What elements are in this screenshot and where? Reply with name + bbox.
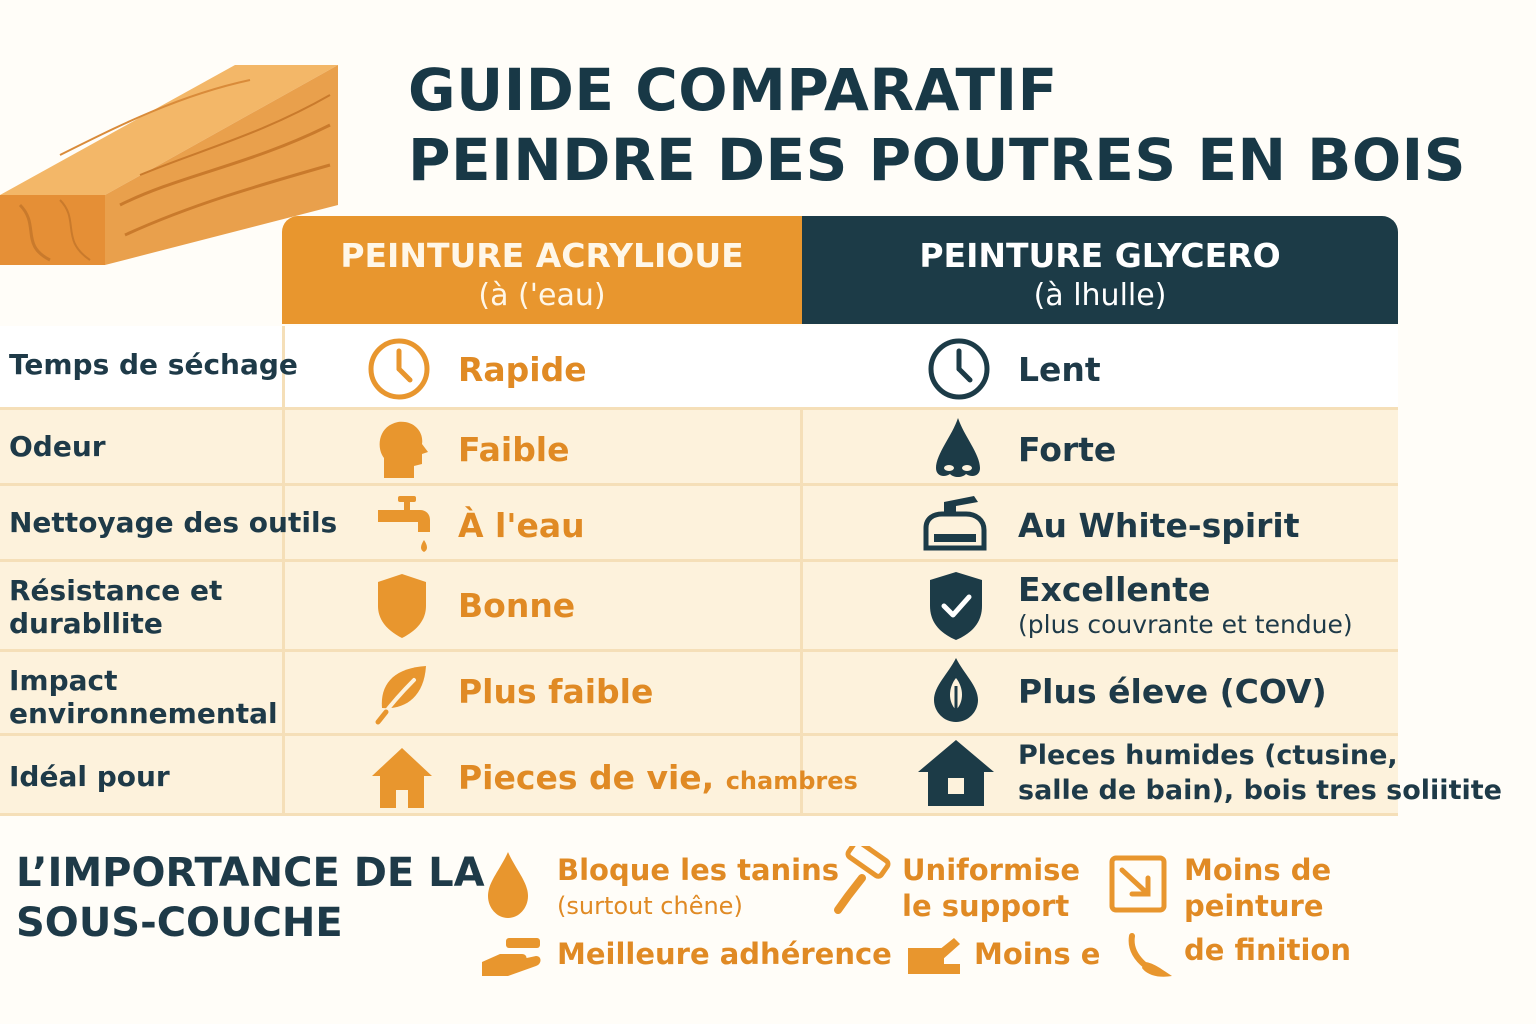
- undercoat-item-text-2: le support: [902, 889, 1070, 923]
- header-acrylic-name: PEINTURE ACRYLIOUE: [340, 236, 744, 275]
- title-line-1: GUIDE COMPARATIF: [408, 56, 1058, 124]
- undercoat-item-sub: (surtout chêne): [557, 892, 743, 920]
- paint-tray-icon: [904, 934, 964, 978]
- house-icon: [916, 738, 996, 808]
- title-line-2: PEINDRE DES POUTRES EN BOIS: [408, 126, 1467, 194]
- undercoat-item-adhesion: Meilleure adhérence: [557, 937, 892, 971]
- acrylic-value: Rapide: [458, 350, 587, 389]
- header-acrylic-sub: (à ('eau): [478, 278, 606, 313]
- paint-roller-icon: [826, 846, 892, 918]
- undercoat-item-less-paint: [1184, 852, 1331, 924]
- table-row: [0, 410, 1398, 486]
- head-profile-icon: [374, 418, 430, 480]
- table-row: [0, 326, 1398, 410]
- frame-arrow-icon: [1108, 854, 1168, 914]
- row-label-line-2: environnemental: [9, 697, 278, 730]
- acrylic-value: Plus faible: [458, 672, 654, 711]
- solvent-can-icon: [922, 492, 988, 552]
- house-icon: [368, 744, 436, 810]
- glycero-value-line-1: Pleces humides (ctusine,: [1018, 740, 1398, 771]
- undercoat-title-line-1: L’IMPORTANCE DE LA: [16, 850, 485, 896]
- glycero-value: Forte: [1018, 430, 1117, 469]
- acrylic-value-main: Pieces de vie,: [458, 758, 715, 797]
- glycero-value: Au White-spirit: [1018, 506, 1300, 545]
- row-label-line-1: Impact: [9, 664, 118, 697]
- drop-icon: [484, 850, 532, 920]
- row-label: Odeur: [9, 430, 106, 463]
- hand-icon: [478, 932, 544, 980]
- undercoat-item-text-2: peinture: [1184, 889, 1324, 923]
- undercoat-item-text: Uniformise: [902, 853, 1081, 887]
- glycero-value: Plus éleve (COV): [1018, 672, 1327, 711]
- undercoat-item-uniform: [902, 852, 1080, 924]
- acrylic-value: Faible: [458, 430, 570, 469]
- acrylic-value: Bonne: [458, 586, 576, 625]
- brush-icon: [1126, 932, 1176, 980]
- header-glycero-sub: (à lhulle): [1033, 278, 1167, 313]
- glycero-value: Excellente: [1018, 570, 1211, 609]
- table-row: [0, 486, 1398, 562]
- faucet-icon: [376, 492, 432, 558]
- acrylic-value-small: chambres: [725, 767, 858, 795]
- row-label-line-2: durabllite: [9, 607, 163, 640]
- table-row: [0, 736, 1502, 816]
- header-acrylic: [282, 216, 802, 324]
- header-glycero: [802, 216, 1398, 324]
- undercoat-item-tannins: [557, 852, 839, 924]
- shield-check-icon: [926, 570, 986, 642]
- shield-icon: [374, 572, 430, 640]
- undercoat-item-text: Moins de: [1184, 853, 1332, 887]
- table-row: [0, 562, 1398, 652]
- nose-icon: [932, 416, 984, 480]
- leaf-icon: [374, 662, 430, 726]
- row-label-line-1: Résistance et: [9, 574, 223, 607]
- glycero-subvalue: (plus couvrante et tendue): [1018, 610, 1353, 639]
- glycero-value: Lent: [1018, 350, 1101, 389]
- table-row: [0, 652, 1398, 736]
- drop-leaf-icon: [930, 656, 982, 724]
- row-label: Idéal pour: [9, 760, 170, 793]
- header-glycero-name: PEINTURE GLYCERO: [919, 236, 1281, 275]
- clock-icon: [926, 336, 992, 402]
- glycero-value-line-2: salle de bain), bois tres soliitite: [1018, 775, 1502, 806]
- acrylic-value: [458, 758, 858, 797]
- row-label: Nettoyage des outils: [9, 506, 338, 539]
- undercoat-title-line-2: SOUS-COUCHE: [16, 900, 343, 946]
- acrylic-value: À l'eau: [458, 506, 585, 545]
- clock-icon: [366, 336, 432, 402]
- undercoat-item-finish: de finition: [1184, 933, 1351, 967]
- row-label: Temps de séchage: [9, 348, 298, 381]
- undercoat-item-less: Moins e: [974, 937, 1101, 971]
- undercoat-item-text: Bloque les tanins: [557, 853, 840, 887]
- page-title: [408, 55, 1466, 195]
- undercoat-title: [16, 848, 485, 948]
